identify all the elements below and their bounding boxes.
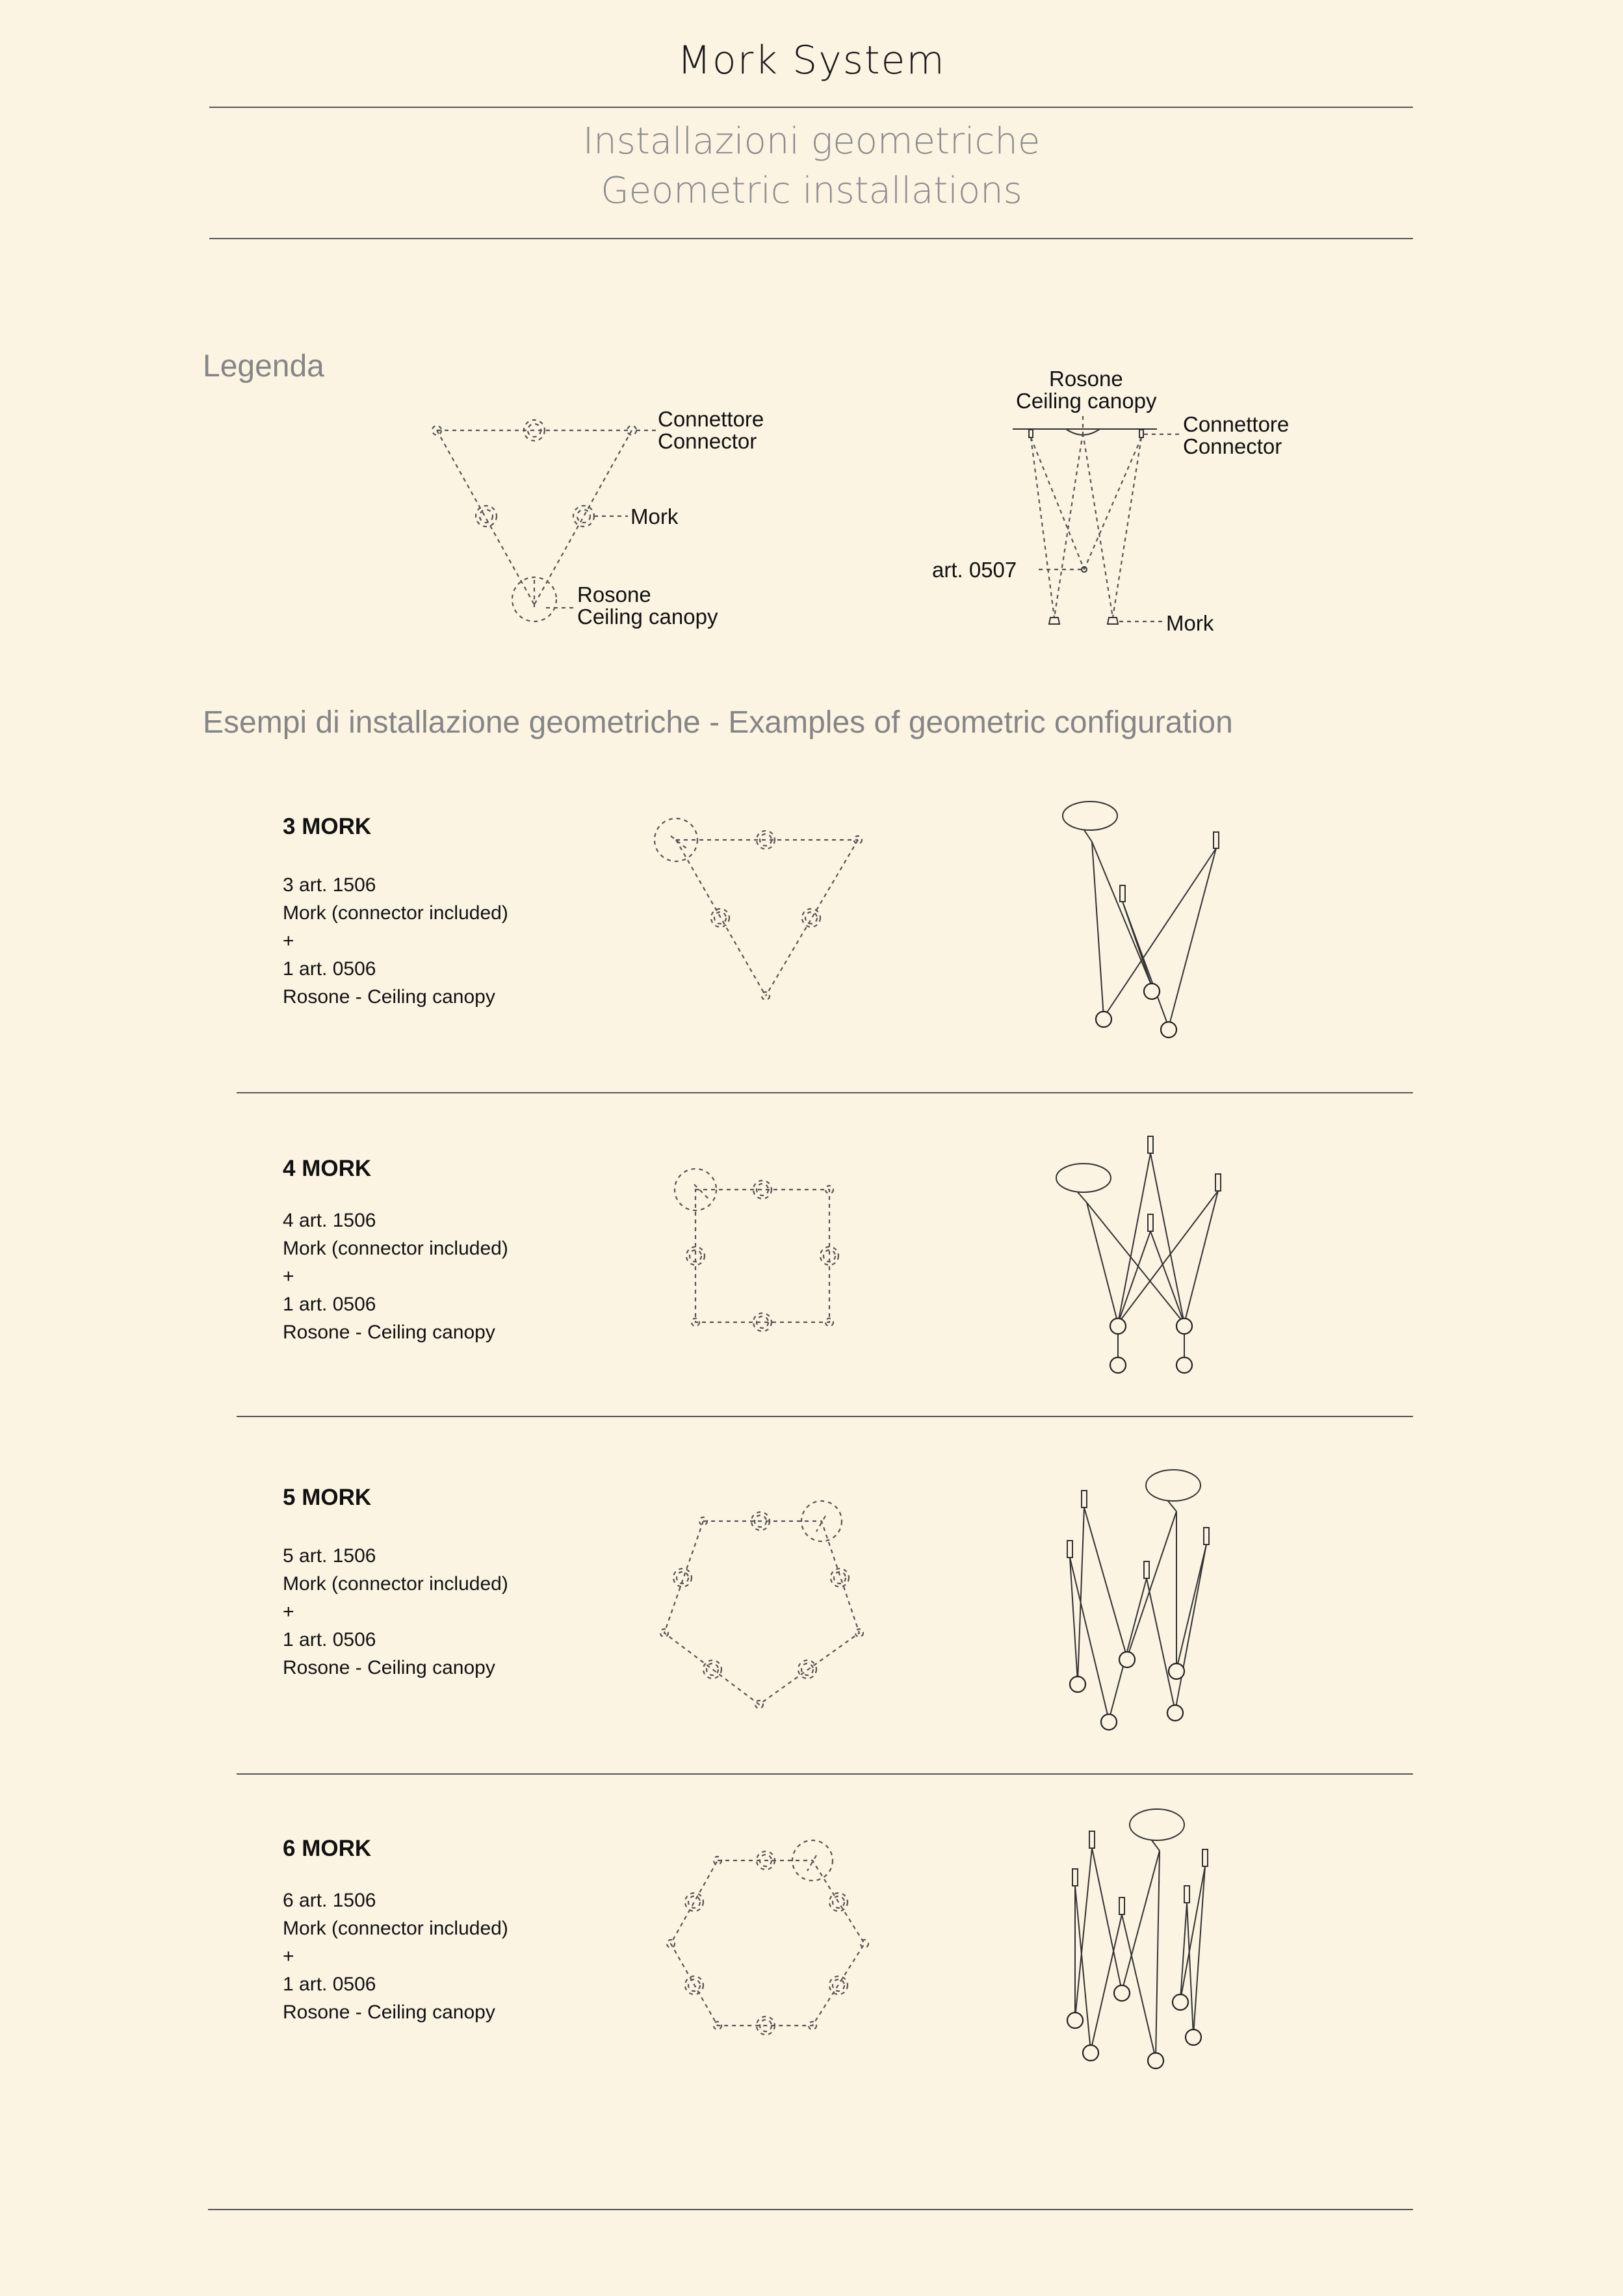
example-4-plan-diagram [669, 1164, 851, 1333]
example-5-elevation-diagram [1059, 1463, 1228, 1736]
example-4-canopy-article: 1 art. 0506 [283, 1294, 376, 1315]
example-3-mork-desc: Mork (connector included) [283, 902, 508, 924]
example-5-canopy-desc: Rosone - Ceiling canopy [283, 1657, 495, 1678]
example-4-title: 4 MORK [283, 1156, 372, 1181]
example-divider-3 [237, 1773, 1413, 1775]
example-5-canopy-article: 1 art. 0506 [283, 1629, 376, 1650]
legend-heading: Legenda [203, 349, 324, 384]
example-4-canopy-desc: Rosone - Ceiling canopy [283, 1322, 495, 1343]
legend-plan-canopy-en: Ceiling canopy [577, 605, 718, 629]
example-3-title: 3 MORK [283, 814, 372, 839]
example-6-plan-diagram [656, 1827, 877, 2041]
subtitle-english: Geometric installations [601, 170, 1022, 212]
page-title: Mork System [677, 38, 946, 83]
example-divider-1 [237, 1092, 1413, 1093]
example-4-elevation-diagram [1053, 1131, 1241, 1385]
example-3-plan-diagram [643, 813, 877, 1008]
example-4-article: 4 art. 1506 [283, 1210, 376, 1231]
header-divider-bottom [209, 238, 1413, 239]
example-6-canopy-desc: Rosone - Ceiling canopy [283, 2002, 495, 2023]
example-4-plus: + [283, 1266, 294, 1287]
example-5-plan-diagram [650, 1489, 871, 1716]
example-6-article: 6 art. 1506 [283, 1890, 376, 1911]
examples-heading: Esempi di installazione geometriche - Examples of geometric configuration [203, 705, 1233, 740]
legend-elev-canopy-it: Rosone [1049, 367, 1123, 391]
example-3-plus: + [283, 930, 294, 952]
example-6-title: 6 MORK [283, 1836, 372, 1861]
legend-elev-canopy-en: Ceiling canopy [1016, 389, 1157, 413]
example-5-text [283, 1485, 508, 1682]
example-3-text [283, 814, 508, 1011]
example-5-article: 5 art. 1506 [283, 1545, 376, 1567]
legend-elev-connector-it: Connettore [1183, 412, 1290, 436]
legend-elev-art-0507: art. 0507 [932, 558, 1017, 582]
legend-plan-mork: Mork [630, 504, 679, 528]
example-3-canopy-article: 1 art. 0506 [283, 958, 376, 980]
example-6-text [283, 1836, 508, 2026]
example-5-mork-desc: Mork (connector included) [283, 1573, 508, 1595]
example-3-canopy-desc: Rosone - Ceiling canopy [283, 986, 495, 1008]
legend-elev-connector-en: Connector [1183, 434, 1282, 458]
example-6-canopy-article: 1 art. 0506 [283, 1974, 376, 1995]
example-4-mork-desc: Mork (connector included) [283, 1238, 508, 1259]
example-6-plus: + [283, 1946, 294, 1967]
example-divider-2 [237, 1416, 1413, 1417]
example-6-mork-desc: Mork (connector included) [283, 1918, 508, 1939]
legend-plan-connector-it: Connettore [658, 407, 764, 431]
footer-divider [208, 2209, 1413, 2210]
legend-plan-canopy-it: Rosone [577, 582, 651, 607]
example-5-title: 5 MORK [283, 1485, 372, 1510]
example-4-text [283, 1156, 508, 1346]
legend-elev-mork: Mork [1166, 611, 1214, 635]
example-5-plus: + [283, 1601, 294, 1623]
example-6-elevation-diagram [1059, 1804, 1228, 2077]
header-divider-top [209, 107, 1413, 108]
legend-plan-connector-en: Connector [658, 429, 757, 453]
example-3-article: 3 art. 1506 [283, 874, 376, 896]
example-3-elevation-diagram [1053, 796, 1228, 1043]
subtitle-italian: Installazioni geometriche [582, 120, 1041, 163]
